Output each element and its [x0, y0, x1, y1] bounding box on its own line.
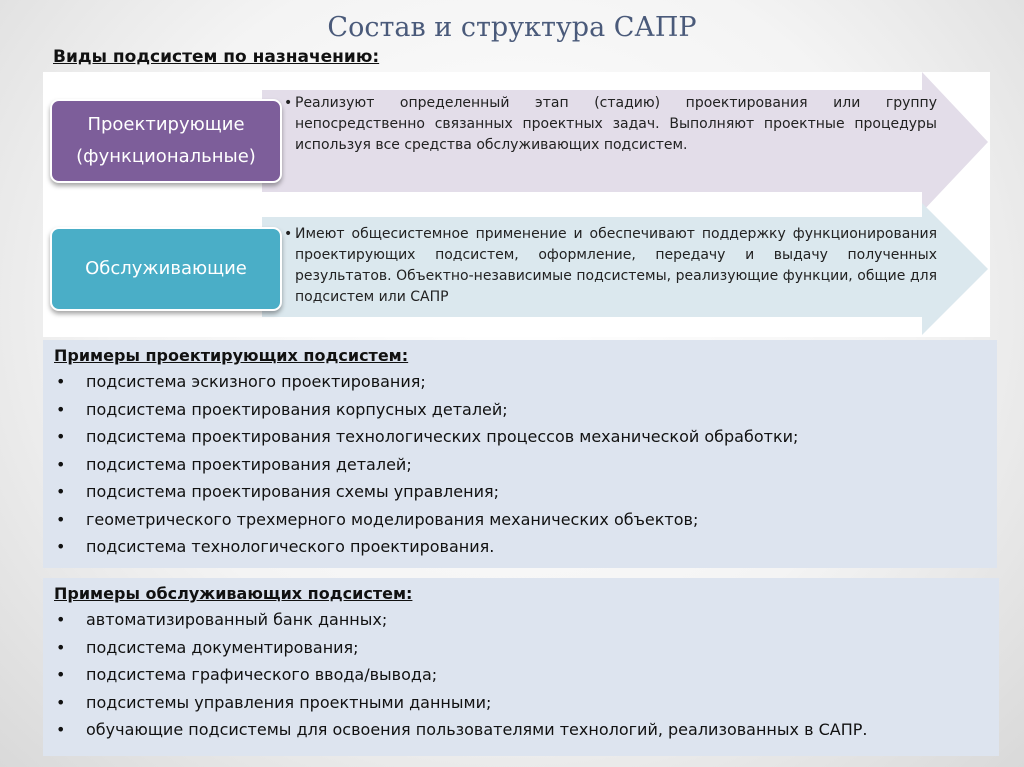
list-item: • подсистема проектирования деталей;: [54, 454, 798, 482]
design-description-text: Реализуют определенный этап (стадию) проектирования или группу непосредственно связанных проектных задач. Выполняют проектные процедуры используя все средства обслуживающих подсистем.: [295, 95, 937, 153]
list-item: • подсистема проектирования схемы управления;: [54, 481, 798, 509]
design-description: [284, 93, 937, 156]
service-label-line1: Обслуживающие: [85, 258, 247, 279]
list-item: • подсистема эскизного проектирования;: [54, 371, 798, 399]
design-label-line1: Проектирующие: [87, 114, 245, 135]
list-item: • подсистема документирования;: [54, 637, 867, 665]
service-description-text: Имеют общесистемное применение и обеспечивают поддержку функционирования проектирующих подсистем, оформление, передачу и выдачу полученных результатов. Объектно-независимые подсистемы, реализующие функции, общие для подсистем или САПР: [295, 226, 937, 305]
slide-subtitle: Виды подсистем по назначению:: [53, 47, 380, 67]
bullet-marker: •: [284, 226, 293, 242]
service-examples-title: Примеры обслуживающих подсистем:: [54, 584, 413, 603]
design-examples-panel: [43, 340, 997, 568]
service-examples-panel: [43, 578, 999, 756]
design-label-line2: (функциональные): [76, 146, 256, 167]
list-item: • подсистема проектирования технологических процессов механической обработки;: [54, 426, 798, 454]
list-item: • подсистемы управления проектными данными;: [54, 692, 867, 720]
service-subsystem-label: [50, 227, 282, 311]
bullet-marker: •: [284, 95, 293, 111]
design-examples-title: Примеры проектирующих подсистем:: [54, 346, 409, 365]
design-subsystem-label: [50, 99, 282, 183]
list-item: • подсистема технологического проектирования.: [54, 536, 798, 564]
list-item: • подсистема графического ввода/вывода;: [54, 664, 867, 692]
service-description: [284, 224, 937, 308]
slide-title: Состав и структура САПР: [327, 12, 697, 43]
design-examples-list: [54, 371, 798, 564]
list-item: • геометрического трехмерного моделирования механических объектов;: [54, 509, 798, 537]
service-examples-list: [54, 609, 867, 747]
list-item: • подсистема проектирования корпусных деталей;: [54, 399, 798, 427]
list-item: • обучающие подсистемы для освоения пользователями технологий, реализованных в САПР.: [54, 719, 867, 747]
list-item: • автоматизированный банк данных;: [54, 609, 867, 637]
